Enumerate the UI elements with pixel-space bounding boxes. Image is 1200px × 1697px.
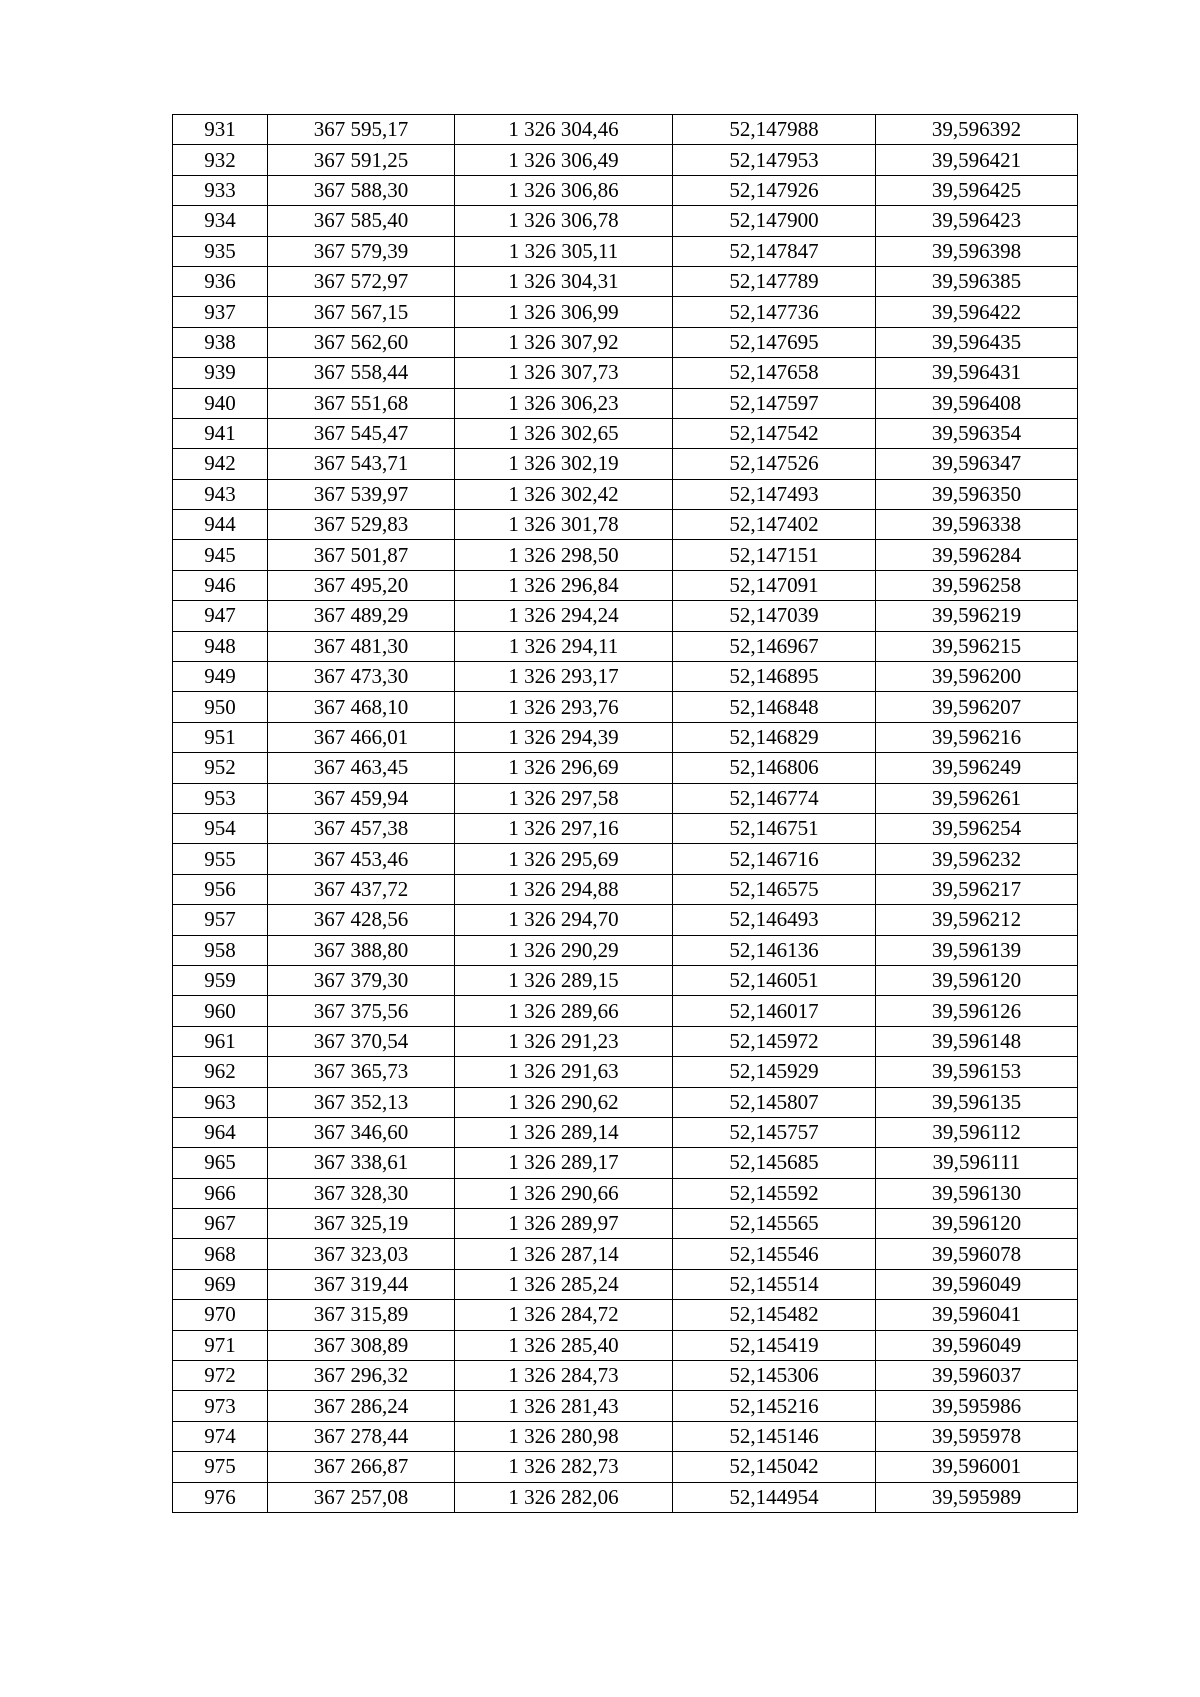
longitude-cell: 39,596347 bbox=[876, 449, 1078, 479]
table-row bbox=[173, 692, 1078, 722]
latitude-cell: 52,145042 bbox=[673, 1452, 876, 1482]
table-row bbox=[173, 1209, 1078, 1239]
y-coordinate-cell: 1 326 289,66 bbox=[455, 996, 673, 1026]
point-number-cell: 956 bbox=[173, 874, 268, 904]
longitude-cell: 39,596120 bbox=[876, 1209, 1078, 1239]
latitude-cell: 52,147953 bbox=[673, 145, 876, 175]
x-coordinate-cell: 367 457,38 bbox=[268, 813, 455, 843]
x-coordinate-cell: 367 453,46 bbox=[268, 844, 455, 874]
point-number-cell: 950 bbox=[173, 692, 268, 722]
table-row bbox=[173, 905, 1078, 935]
table-row bbox=[173, 935, 1078, 965]
y-coordinate-cell: 1 326 294,24 bbox=[455, 601, 673, 631]
y-coordinate-cell: 1 326 295,69 bbox=[455, 844, 673, 874]
x-coordinate-cell: 367 352,13 bbox=[268, 1087, 455, 1117]
longitude-cell: 39,596354 bbox=[876, 418, 1078, 448]
y-coordinate-cell: 1 326 302,19 bbox=[455, 449, 673, 479]
point-number-cell: 964 bbox=[173, 1117, 268, 1147]
longitude-cell: 39,596219 bbox=[876, 601, 1078, 631]
x-coordinate-cell: 367 338,61 bbox=[268, 1148, 455, 1178]
y-coordinate-cell: 1 326 290,62 bbox=[455, 1087, 673, 1117]
point-number-cell: 946 bbox=[173, 570, 268, 600]
x-coordinate-cell: 367 468,10 bbox=[268, 692, 455, 722]
point-number-cell: 962 bbox=[173, 1057, 268, 1087]
x-coordinate-cell: 367 545,47 bbox=[268, 418, 455, 448]
table-row bbox=[173, 874, 1078, 904]
point-number-cell: 942 bbox=[173, 449, 268, 479]
point-number-cell: 973 bbox=[173, 1391, 268, 1421]
x-coordinate-cell: 367 315,89 bbox=[268, 1300, 455, 1330]
y-coordinate-cell: 1 326 306,86 bbox=[455, 175, 673, 205]
table-row bbox=[173, 662, 1078, 692]
x-coordinate-cell: 367 388,80 bbox=[268, 935, 455, 965]
x-coordinate-cell: 367 379,30 bbox=[268, 965, 455, 995]
y-coordinate-cell: 1 326 280,98 bbox=[455, 1421, 673, 1451]
latitude-cell: 52,146848 bbox=[673, 692, 876, 722]
table-row bbox=[173, 540, 1078, 570]
x-coordinate-cell: 367 481,30 bbox=[268, 631, 455, 661]
longitude-cell: 39,596338 bbox=[876, 510, 1078, 540]
point-number-cell: 966 bbox=[173, 1178, 268, 1208]
longitude-cell: 39,596425 bbox=[876, 175, 1078, 205]
y-coordinate-cell: 1 326 302,42 bbox=[455, 479, 673, 509]
table-row bbox=[173, 175, 1078, 205]
table-row bbox=[173, 1087, 1078, 1117]
x-coordinate-cell: 367 466,01 bbox=[268, 722, 455, 752]
longitude-cell: 39,596135 bbox=[876, 1087, 1078, 1117]
longitude-cell: 39,596258 bbox=[876, 570, 1078, 600]
longitude-cell: 39,596392 bbox=[876, 115, 1078, 145]
longitude-cell: 39,596423 bbox=[876, 206, 1078, 236]
latitude-cell: 52,147736 bbox=[673, 297, 876, 327]
longitude-cell: 39,596111 bbox=[876, 1148, 1078, 1178]
point-number-cell: 969 bbox=[173, 1269, 268, 1299]
x-coordinate-cell: 367 543,71 bbox=[268, 449, 455, 479]
y-coordinate-cell: 1 326 285,40 bbox=[455, 1330, 673, 1360]
point-number-cell: 949 bbox=[173, 662, 268, 692]
y-coordinate-cell: 1 326 285,24 bbox=[455, 1269, 673, 1299]
latitude-cell: 52,145419 bbox=[673, 1330, 876, 1360]
x-coordinate-cell: 367 428,56 bbox=[268, 905, 455, 935]
table-row bbox=[173, 631, 1078, 661]
latitude-cell: 52,145807 bbox=[673, 1087, 876, 1117]
y-coordinate-cell: 1 326 294,39 bbox=[455, 722, 673, 752]
y-coordinate-cell: 1 326 296,69 bbox=[455, 753, 673, 783]
latitude-cell: 52,145929 bbox=[673, 1057, 876, 1087]
latitude-cell: 52,147039 bbox=[673, 601, 876, 631]
longitude-cell: 39,596350 bbox=[876, 479, 1078, 509]
y-coordinate-cell: 1 326 294,88 bbox=[455, 874, 673, 904]
point-number-cell: 931 bbox=[173, 115, 268, 145]
y-coordinate-cell: 1 326 289,97 bbox=[455, 1209, 673, 1239]
x-coordinate-cell: 367 489,29 bbox=[268, 601, 455, 631]
point-number-cell: 957 bbox=[173, 905, 268, 935]
table-row bbox=[173, 297, 1078, 327]
x-coordinate-cell: 367 325,19 bbox=[268, 1209, 455, 1239]
longitude-cell: 39,595978 bbox=[876, 1421, 1078, 1451]
latitude-cell: 52,145482 bbox=[673, 1300, 876, 1330]
point-number-cell: 972 bbox=[173, 1361, 268, 1391]
table-row bbox=[173, 327, 1078, 357]
x-coordinate-cell: 367 370,54 bbox=[268, 1026, 455, 1056]
longitude-cell: 39,596041 bbox=[876, 1300, 1078, 1330]
x-coordinate-cell: 367 257,08 bbox=[268, 1482, 455, 1512]
x-coordinate-cell: 367 308,89 bbox=[268, 1330, 455, 1360]
x-coordinate-cell: 367 286,24 bbox=[268, 1391, 455, 1421]
table-row bbox=[173, 783, 1078, 813]
longitude-cell: 39,596212 bbox=[876, 905, 1078, 935]
point-number-cell: 947 bbox=[173, 601, 268, 631]
table-row bbox=[173, 1148, 1078, 1178]
latitude-cell: 52,147695 bbox=[673, 327, 876, 357]
table-row bbox=[173, 449, 1078, 479]
point-number-cell: 935 bbox=[173, 236, 268, 266]
longitude-cell: 39,596130 bbox=[876, 1178, 1078, 1208]
x-coordinate-cell: 367 588,30 bbox=[268, 175, 455, 205]
table-row bbox=[173, 510, 1078, 540]
x-coordinate-cell: 367 278,44 bbox=[268, 1421, 455, 1451]
latitude-cell: 52,145546 bbox=[673, 1239, 876, 1269]
point-number-cell: 945 bbox=[173, 540, 268, 570]
latitude-cell: 52,147542 bbox=[673, 418, 876, 448]
y-coordinate-cell: 1 326 306,49 bbox=[455, 145, 673, 175]
latitude-cell: 52,145592 bbox=[673, 1178, 876, 1208]
latitude-cell: 52,145514 bbox=[673, 1269, 876, 1299]
latitude-cell: 52,146051 bbox=[673, 965, 876, 995]
x-coordinate-cell: 367 558,44 bbox=[268, 358, 455, 388]
table-row bbox=[173, 236, 1078, 266]
table-row bbox=[173, 570, 1078, 600]
longitude-cell: 39,596139 bbox=[876, 935, 1078, 965]
y-coordinate-cell: 1 326 306,99 bbox=[455, 297, 673, 327]
latitude-cell: 52,145972 bbox=[673, 1026, 876, 1056]
latitude-cell: 52,145216 bbox=[673, 1391, 876, 1421]
table-row bbox=[173, 358, 1078, 388]
y-coordinate-cell: 1 326 301,78 bbox=[455, 510, 673, 540]
point-number-cell: 952 bbox=[173, 753, 268, 783]
point-number-cell: 951 bbox=[173, 722, 268, 752]
latitude-cell: 52,144954 bbox=[673, 1482, 876, 1512]
table-row bbox=[173, 1421, 1078, 1451]
longitude-cell: 39,596049 bbox=[876, 1269, 1078, 1299]
longitude-cell: 39,596200 bbox=[876, 662, 1078, 692]
latitude-cell: 52,146136 bbox=[673, 935, 876, 965]
longitude-cell: 39,596078 bbox=[876, 1239, 1078, 1269]
table-row bbox=[173, 965, 1078, 995]
latitude-cell: 52,147658 bbox=[673, 358, 876, 388]
point-number-cell: 939 bbox=[173, 358, 268, 388]
longitude-cell: 39,595989 bbox=[876, 1482, 1078, 1512]
latitude-cell: 52,147926 bbox=[673, 175, 876, 205]
longitude-cell: 39,596284 bbox=[876, 540, 1078, 570]
longitude-cell: 39,595986 bbox=[876, 1391, 1078, 1421]
longitude-cell: 39,596254 bbox=[876, 813, 1078, 843]
latitude-cell: 52,147402 bbox=[673, 510, 876, 540]
x-coordinate-cell: 367 585,40 bbox=[268, 206, 455, 236]
x-coordinate-cell: 367 437,72 bbox=[268, 874, 455, 904]
latitude-cell: 52,147847 bbox=[673, 236, 876, 266]
point-number-cell: 965 bbox=[173, 1148, 268, 1178]
coordinates-table-body bbox=[173, 115, 1078, 1513]
longitude-cell: 39,596215 bbox=[876, 631, 1078, 661]
point-number-cell: 967 bbox=[173, 1209, 268, 1239]
x-coordinate-cell: 367 319,44 bbox=[268, 1269, 455, 1299]
longitude-cell: 39,596261 bbox=[876, 783, 1078, 813]
table-row bbox=[173, 722, 1078, 752]
table-row bbox=[173, 1300, 1078, 1330]
point-number-cell: 953 bbox=[173, 783, 268, 813]
latitude-cell: 52,147900 bbox=[673, 206, 876, 236]
longitude-cell: 39,596422 bbox=[876, 297, 1078, 327]
latitude-cell: 52,146774 bbox=[673, 783, 876, 813]
longitude-cell: 39,596120 bbox=[876, 965, 1078, 995]
y-coordinate-cell: 1 326 304,46 bbox=[455, 115, 673, 145]
y-coordinate-cell: 1 326 304,31 bbox=[455, 266, 673, 296]
point-number-cell: 932 bbox=[173, 145, 268, 175]
y-coordinate-cell: 1 326 293,76 bbox=[455, 692, 673, 722]
latitude-cell: 52,147526 bbox=[673, 449, 876, 479]
x-coordinate-cell: 367 562,60 bbox=[268, 327, 455, 357]
y-coordinate-cell: 1 326 305,11 bbox=[455, 236, 673, 266]
table-row bbox=[173, 844, 1078, 874]
x-coordinate-cell: 367 266,87 bbox=[268, 1452, 455, 1482]
x-coordinate-cell: 367 579,39 bbox=[268, 236, 455, 266]
table-row bbox=[173, 418, 1078, 448]
latitude-cell: 52,146751 bbox=[673, 813, 876, 843]
y-coordinate-cell: 1 326 307,73 bbox=[455, 358, 673, 388]
coordinates-table bbox=[172, 114, 1078, 1513]
longitude-cell: 39,596207 bbox=[876, 692, 1078, 722]
y-coordinate-cell: 1 326 294,70 bbox=[455, 905, 673, 935]
table-row bbox=[173, 813, 1078, 843]
y-coordinate-cell: 1 326 282,06 bbox=[455, 1482, 673, 1512]
y-coordinate-cell: 1 326 289,15 bbox=[455, 965, 673, 995]
table-row bbox=[173, 1452, 1078, 1482]
longitude-cell: 39,596216 bbox=[876, 722, 1078, 752]
point-number-cell: 938 bbox=[173, 327, 268, 357]
table-row bbox=[173, 996, 1078, 1026]
latitude-cell: 52,145146 bbox=[673, 1421, 876, 1451]
point-number-cell: 970 bbox=[173, 1300, 268, 1330]
point-number-cell: 971 bbox=[173, 1330, 268, 1360]
longitude-cell: 39,596153 bbox=[876, 1057, 1078, 1087]
latitude-cell: 52,146017 bbox=[673, 996, 876, 1026]
point-number-cell: 941 bbox=[173, 418, 268, 448]
latitude-cell: 52,145685 bbox=[673, 1148, 876, 1178]
y-coordinate-cell: 1 326 302,65 bbox=[455, 418, 673, 448]
x-coordinate-cell: 367 328,30 bbox=[268, 1178, 455, 1208]
latitude-cell: 52,146493 bbox=[673, 905, 876, 935]
longitude-cell: 39,596408 bbox=[876, 388, 1078, 418]
latitude-cell: 52,147493 bbox=[673, 479, 876, 509]
y-coordinate-cell: 1 326 284,73 bbox=[455, 1361, 673, 1391]
latitude-cell: 52,146716 bbox=[673, 844, 876, 874]
point-number-cell: 961 bbox=[173, 1026, 268, 1056]
longitude-cell: 39,596385 bbox=[876, 266, 1078, 296]
latitude-cell: 52,146967 bbox=[673, 631, 876, 661]
y-coordinate-cell: 1 326 297,16 bbox=[455, 813, 673, 843]
y-coordinate-cell: 1 326 297,58 bbox=[455, 783, 673, 813]
longitude-cell: 39,596148 bbox=[876, 1026, 1078, 1056]
x-coordinate-cell: 367 572,97 bbox=[268, 266, 455, 296]
y-coordinate-cell: 1 326 284,72 bbox=[455, 1300, 673, 1330]
point-number-cell: 936 bbox=[173, 266, 268, 296]
table-row bbox=[173, 115, 1078, 145]
point-number-cell: 937 bbox=[173, 297, 268, 327]
table-row bbox=[173, 1391, 1078, 1421]
y-coordinate-cell: 1 326 294,11 bbox=[455, 631, 673, 661]
table-row bbox=[173, 753, 1078, 783]
latitude-cell: 52,147151 bbox=[673, 540, 876, 570]
table-row bbox=[173, 1361, 1078, 1391]
y-coordinate-cell: 1 326 298,50 bbox=[455, 540, 673, 570]
point-number-cell: 948 bbox=[173, 631, 268, 661]
latitude-cell: 52,145757 bbox=[673, 1117, 876, 1147]
table-row bbox=[173, 1239, 1078, 1269]
y-coordinate-cell: 1 326 296,84 bbox=[455, 570, 673, 600]
point-number-cell: 974 bbox=[173, 1421, 268, 1451]
point-number-cell: 943 bbox=[173, 479, 268, 509]
table-row bbox=[173, 388, 1078, 418]
table-row bbox=[173, 1178, 1078, 1208]
x-coordinate-cell: 367 529,83 bbox=[268, 510, 455, 540]
table-row bbox=[173, 1330, 1078, 1360]
x-coordinate-cell: 367 495,20 bbox=[268, 570, 455, 600]
x-coordinate-cell: 367 595,17 bbox=[268, 115, 455, 145]
y-coordinate-cell: 1 326 290,29 bbox=[455, 935, 673, 965]
y-coordinate-cell: 1 326 291,63 bbox=[455, 1057, 673, 1087]
longitude-cell: 39,596249 bbox=[876, 753, 1078, 783]
point-number-cell: 944 bbox=[173, 510, 268, 540]
point-number-cell: 933 bbox=[173, 175, 268, 205]
table-row bbox=[173, 479, 1078, 509]
longitude-cell: 39,596398 bbox=[876, 236, 1078, 266]
table-row bbox=[173, 266, 1078, 296]
longitude-cell: 39,596037 bbox=[876, 1361, 1078, 1391]
x-coordinate-cell: 367 501,87 bbox=[268, 540, 455, 570]
latitude-cell: 52,145306 bbox=[673, 1361, 876, 1391]
point-number-cell: 963 bbox=[173, 1087, 268, 1117]
x-coordinate-cell: 367 459,94 bbox=[268, 783, 455, 813]
y-coordinate-cell: 1 326 293,17 bbox=[455, 662, 673, 692]
table-row bbox=[173, 601, 1078, 631]
x-coordinate-cell: 367 346,60 bbox=[268, 1117, 455, 1147]
x-coordinate-cell: 367 375,56 bbox=[268, 996, 455, 1026]
latitude-cell: 52,147789 bbox=[673, 266, 876, 296]
y-coordinate-cell: 1 326 287,14 bbox=[455, 1239, 673, 1269]
latitude-cell: 52,145565 bbox=[673, 1209, 876, 1239]
table-row bbox=[173, 1057, 1078, 1087]
x-coordinate-cell: 367 539,97 bbox=[268, 479, 455, 509]
longitude-cell: 39,596431 bbox=[876, 358, 1078, 388]
y-coordinate-cell: 1 326 289,17 bbox=[455, 1148, 673, 1178]
latitude-cell: 52,147988 bbox=[673, 115, 876, 145]
longitude-cell: 39,596001 bbox=[876, 1452, 1078, 1482]
y-coordinate-cell: 1 326 291,23 bbox=[455, 1026, 673, 1056]
x-coordinate-cell: 367 296,32 bbox=[268, 1361, 455, 1391]
point-number-cell: 975 bbox=[173, 1452, 268, 1482]
table-row bbox=[173, 1026, 1078, 1056]
x-coordinate-cell: 367 567,15 bbox=[268, 297, 455, 327]
latitude-cell: 52,147091 bbox=[673, 570, 876, 600]
longitude-cell: 39,596049 bbox=[876, 1330, 1078, 1360]
latitude-cell: 52,147597 bbox=[673, 388, 876, 418]
x-coordinate-cell: 367 551,68 bbox=[268, 388, 455, 418]
table-row bbox=[173, 1269, 1078, 1299]
longitude-cell: 39,596232 bbox=[876, 844, 1078, 874]
x-coordinate-cell: 367 591,25 bbox=[268, 145, 455, 175]
y-coordinate-cell: 1 326 290,66 bbox=[455, 1178, 673, 1208]
table-row bbox=[173, 145, 1078, 175]
point-number-cell: 976 bbox=[173, 1482, 268, 1512]
table-row bbox=[173, 206, 1078, 236]
table-row bbox=[173, 1117, 1078, 1147]
latitude-cell: 52,146829 bbox=[673, 722, 876, 752]
point-number-cell: 934 bbox=[173, 206, 268, 236]
point-number-cell: 940 bbox=[173, 388, 268, 418]
longitude-cell: 39,596421 bbox=[876, 145, 1078, 175]
point-number-cell: 958 bbox=[173, 935, 268, 965]
latitude-cell: 52,146575 bbox=[673, 874, 876, 904]
x-coordinate-cell: 367 323,03 bbox=[268, 1239, 455, 1269]
longitude-cell: 39,596112 bbox=[876, 1117, 1078, 1147]
point-number-cell: 968 bbox=[173, 1239, 268, 1269]
point-number-cell: 960 bbox=[173, 996, 268, 1026]
longitude-cell: 39,596126 bbox=[876, 996, 1078, 1026]
x-coordinate-cell: 367 463,45 bbox=[268, 753, 455, 783]
longitude-cell: 39,596217 bbox=[876, 874, 1078, 904]
latitude-cell: 52,146806 bbox=[673, 753, 876, 783]
y-coordinate-cell: 1 326 282,73 bbox=[455, 1452, 673, 1482]
longitude-cell: 39,596435 bbox=[876, 327, 1078, 357]
y-coordinate-cell: 1 326 306,23 bbox=[455, 388, 673, 418]
y-coordinate-cell: 1 326 289,14 bbox=[455, 1117, 673, 1147]
table-row bbox=[173, 1482, 1078, 1512]
point-number-cell: 955 bbox=[173, 844, 268, 874]
point-number-cell: 959 bbox=[173, 965, 268, 995]
y-coordinate-cell: 1 326 281,43 bbox=[455, 1391, 673, 1421]
y-coordinate-cell: 1 326 306,78 bbox=[455, 206, 673, 236]
x-coordinate-cell: 367 365,73 bbox=[268, 1057, 455, 1087]
point-number-cell: 954 bbox=[173, 813, 268, 843]
y-coordinate-cell: 1 326 307,92 bbox=[455, 327, 673, 357]
latitude-cell: 52,146895 bbox=[673, 662, 876, 692]
x-coordinate-cell: 367 473,30 bbox=[268, 662, 455, 692]
